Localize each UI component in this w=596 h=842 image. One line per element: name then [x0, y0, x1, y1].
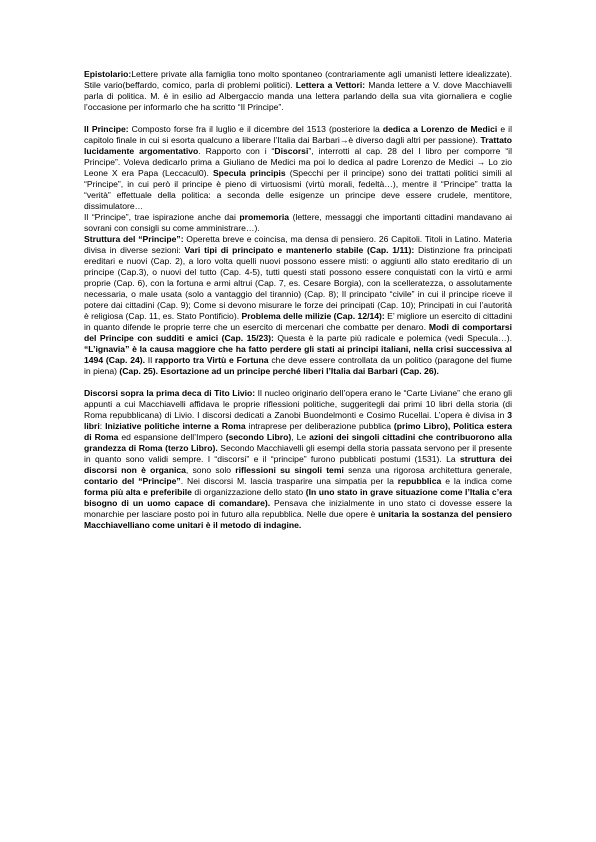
bold-run: Trattato lucidamente argomentativo — [84, 135, 512, 156]
text-run: , Le — [291, 432, 310, 442]
text-run: ”, interrotti al cap. 28 del I libro per comporre “il Principe”. Voleva dedicarlo prima a Giuliano de Medici ma poi lo dedica al padre Lorenzo de Medici — [84, 146, 512, 167]
bold-run: (primo Libro), Politica estera di Roma — [84, 421, 512, 442]
heading-principe: Il Principe: — [84, 124, 129, 134]
text-run: , sono solo — [185, 465, 236, 475]
bold-run: Vari tipi di principato e mantenerlo stabile (Cap. 1/11): — [184, 245, 415, 255]
bold-run: promemoria — [239, 212, 290, 222]
bold-run: Discorsi — [274, 146, 309, 156]
text-run: Questa è la parte più radicale e polemica (vedi Specula…). — [273, 333, 513, 343]
text-run: (lettere, messaggi che importanti cittadini mandavano ai sovrani con consigli su come amministrare…). — [84, 212, 512, 233]
text-run: Il — [145, 355, 155, 365]
text-run: . Nei discorsi M. lascia trasparire una simpatia per la — [180, 476, 398, 486]
bold-run: azioni dei singoli cittadini che contribuorono alla grandezza di Roma (terzo Libro). — [84, 432, 512, 453]
paragraph-principe — [84, 124, 512, 212]
arrow-right-icon: → — [476, 157, 486, 167]
bold-run: Specula principis — [212, 168, 286, 178]
bold-run: (secondo Libro) — [225, 432, 292, 442]
bold-run: “L’ignavia” è la causa maggiore che ha fatto perdere gli stati ai principi italiani, nella crisi successiva al 1494 (Cap. 24). — [84, 344, 512, 365]
bold-run: (In uno stato in grave situazione come l’Italia c’era bisogno di un uomo capace di comandare). — [84, 487, 512, 508]
text-run: E’ migliore un esercito di cittadini in quanto difende le proprie terre che un esercito di mercenari che combatte per denaro. — [84, 311, 512, 332]
paragraph-epistolario — [84, 69, 512, 113]
bold-run: struttura dei discorsi non è organica — [84, 454, 513, 475]
bold-run: unitaria la sostanza del pensiero Macchiavelliano come unitari è il metodo di indagine. — [84, 509, 512, 530]
text-run: Operetta breve e coincisa, ma densa di pensiero. 26 Capitoli. Titoli in Latino. Materia divisa in diverse sezioni: — [84, 234, 512, 255]
bold-run: Modi di comportarsi del Principe con sudditi e amici (Cap. 15/23): — [84, 322, 512, 343]
text-run: di organizzazione dello stato — [191, 487, 306, 497]
bold-run: 3 libri — [84, 410, 512, 431]
text-run: Distinzione fra principati ereditari e nuovi (Cap. 2), a loro volta quelli nuovi possono essere misti: o aggiunti allo stato ereditario di un principe (Cap.3), o nuovi del tutto (Cap. 4-5), tutti questi stati possono essere conquistati con la virtù e armi proprie (Cap. 6), con la fortuna e armi altrui (Cap. 7, es. Cesare Borgia), con la scelleratezza, o assolutamente necessaria, o male usata (solo a vantaggio del tirannio) (Cap. 8); Il principato “civile” in cui il principe riceve il potere dai cittadini (Cap. 9); Come si devono misurare le forze dei principati (Cap. 10); Principati in cui l’autorità è religiosa (Cap. 11, es. Stato Pontificio). — [84, 245, 512, 321]
bold-run: Problema delle milizie (Cap. 12/14): — [241, 311, 385, 321]
bold-run: contario del “Principe” — [84, 476, 181, 486]
document-page — [84, 69, 512, 531]
paragraph-principe-promemoria — [84, 212, 512, 234]
bold-run: Iniziative politiche interne a Roma — [105, 421, 246, 431]
text-run: Lettere private alla famiglia tono molto spontaneo (contrariamente agli umanisti lettere idealizzate). Stile vario(beffardo, comico, parla di problemi politici). — [84, 69, 512, 90]
text-run: Manda lettere a V. dove Macchiavelli parla di politica. M. è in esilio ad Albergaccio manda una lettera parlando della sua vita giornaliera e coglie l’occasione per informarlo che ha scritto “Il Principe”. — [84, 80, 512, 112]
paragraph-struttura — [84, 234, 512, 377]
bold-run: dedica a Lorenzo de Medici — [382, 124, 498, 134]
text-run: che deve essere controllata da un politico (paragone del fiume in piena) — [84, 355, 513, 376]
text-run: intraprese per deliberazione pubblica — [245, 421, 394, 431]
paragraph-gap — [84, 377, 512, 388]
bold-run: (Cap. 25). Esortazione ad un principe perché liberi l’Italia dai Barbari (Cap. 26). — [119, 366, 439, 376]
text-run: . Rapporto con i “ — [198, 146, 275, 156]
text-run: Composto forse fra il luglio e il dicembre del 1513 (posteriore la — [128, 124, 383, 134]
text-run: Lo zio Leone X era Papa (Leccacul0). — [84, 157, 512, 178]
text-run: Il nucleo originario dell’opera erano le “Carte Liviane” che erano gli appunti a cui Macchiavelli affidava le proprie riflessioni politiche, suggeritegli dai primi 10 libri della storia (di Roma repubblicana) di Livio. I discorsi dedicati a Zanobi Buondelmonti e Cosimo Rucellai. L’opera è divisa in — [84, 388, 512, 420]
text-run: Il “Principe”, trae ispirazione anche dai — [84, 212, 240, 222]
text-run: Secondo Macchiavelli gli esempi della storia passata servono per il presente in quanto sono validi sempre. I “discorsi” e il “principe” furono pubblicati postumi (1531). La — [84, 443, 512, 464]
bold-run: repubblica — [397, 476, 442, 486]
arrow-right-icon: → — [339, 135, 349, 145]
text-run: (Specchi per il principe) sono dei trattati politici simili al “Principe”, in cui però il principe è pieno di virtuosismi (virtù morali, fedeltà…), mentre il “Principe” tratta la “verità” effettuale della politica: a seconda delle esigenze un principe deve essere crudele, mentitore, dissimulatore… — [84, 168, 512, 211]
paragraph-gap — [84, 113, 512, 124]
heading-discorsi: Discorsi sopra la prima deca di Tito Livio: — [84, 388, 256, 398]
bold-run: rapporto tra Virtù e Fortuna — [154, 355, 269, 365]
text-run: : — [99, 421, 106, 431]
paragraph-discorsi — [84, 388, 512, 531]
heading-epistolario: Epistolario: — [84, 69, 132, 79]
text-run: è diverso dagli altri per passione). — [348, 135, 481, 145]
text-run: ed espansione dell’Impero — [118, 432, 226, 442]
text-run: Pensava che inizialmente in uno stato ci dovesse essere la monarchie per lasciare posto poi in futuro alla repubblica. Nelle due opere è — [84, 498, 512, 519]
bold-run: forma più alta e preferibile — [84, 487, 192, 497]
text-run: e la indica come — [441, 476, 512, 486]
heading-struttura: Struttura del “Principe”: — [84, 234, 184, 244]
bold-run: riflessioni su singoli temi — [235, 465, 344, 475]
text-run: e il capitolo finale in cui si esorta qualcuno a liberare l’Italia dai Barbari — [84, 124, 512, 145]
heading-lettera-vettori: Lettera a Vettori: — [295, 80, 366, 90]
text-run: senza una rigorosa architettura generale, — [343, 465, 513, 475]
